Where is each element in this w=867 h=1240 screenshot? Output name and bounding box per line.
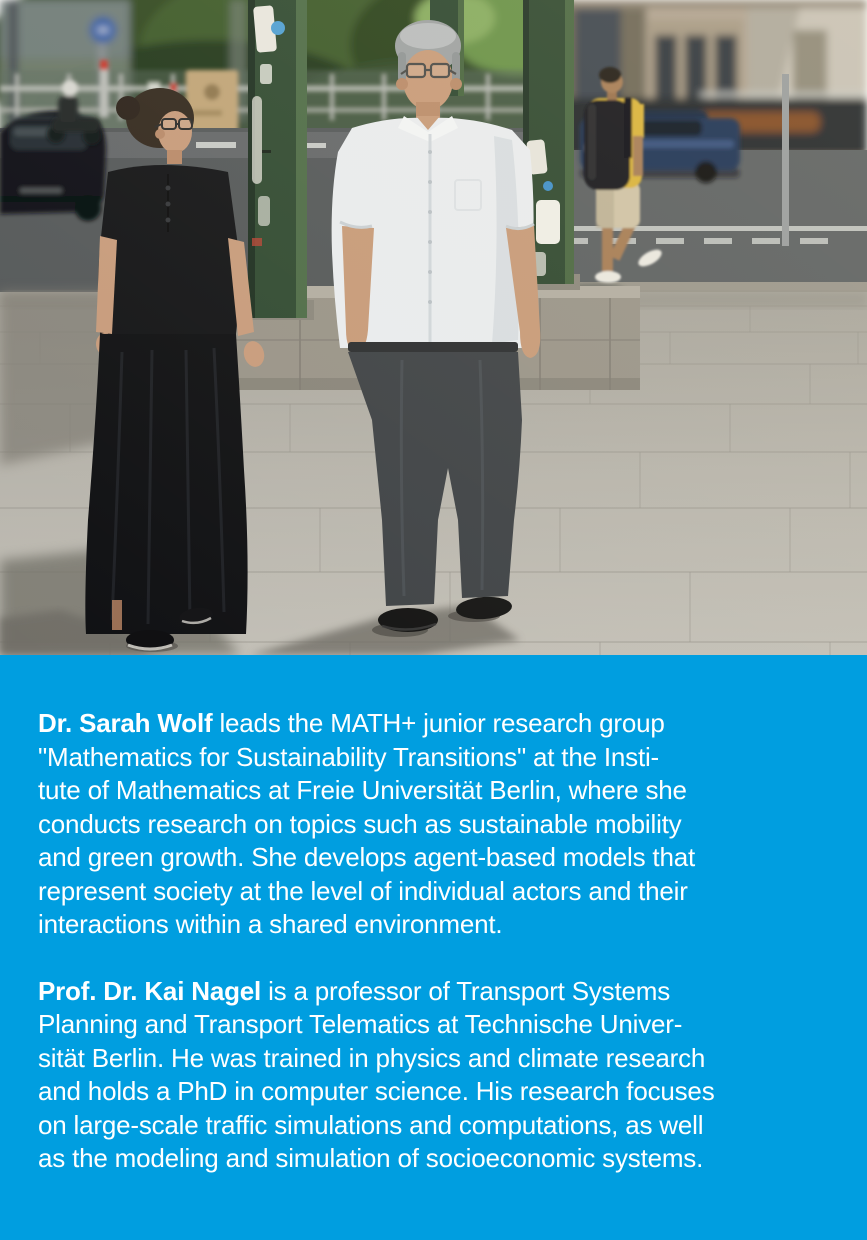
person-name: Prof. Dr. Kai Nagel (38, 975, 262, 1006)
text-line: tute of Mathematics at Freie Universität Berlin, where she (38, 775, 687, 805)
text-line: conducts research on topics such as sustainable mobility (38, 808, 682, 839)
bio-paragraph-2 (38, 975, 829, 1176)
bio-panel (0, 655, 867, 1240)
text-line: Dr. Sarah Wolf leads the MATH+ junior research group (38, 708, 665, 738)
text-line: as the modeling and simulation of socioeconomic systems. (38, 1143, 704, 1173)
text-line: represent society at the level of individual actors and their (38, 875, 688, 906)
text-line: Prof. Dr. Kai Nagel is a professor of Transport Systems (38, 975, 670, 1006)
bio-paragraph-1 (38, 707, 829, 942)
text-line: sität Berlin. He was trained in physics and climate research (38, 1042, 706, 1073)
person-name: Dr. Sarah Wolf (38, 708, 213, 738)
text-line: and green growth. She develops agent-based models that (38, 842, 695, 872)
text-line: and holds a PhD in computer science. His research focuses (38, 1076, 715, 1106)
text-line: "Mathematics for Sustainability Transitions" at the Insti- (38, 741, 660, 772)
text-line: on large-scale traffic simulations and computations, as well (38, 1109, 704, 1140)
text-line: interactions within a shared environment. (38, 909, 503, 939)
text-line: Planning and Transport Telematics at Technische Univer- (38, 1009, 683, 1039)
